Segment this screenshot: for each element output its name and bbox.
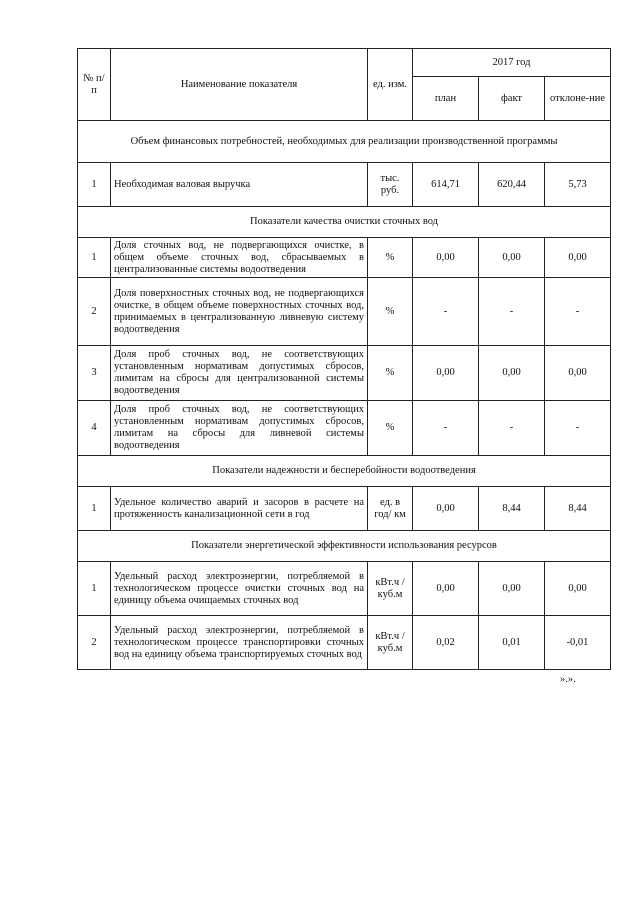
table-row — [78, 487, 611, 531]
row-deviation: 8,44 — [545, 487, 611, 531]
row-unit: % — [368, 278, 413, 346]
row-unit: % — [368, 238, 413, 278]
row-deviation: 0,00 — [545, 346, 611, 401]
header-fact: факт — [479, 77, 545, 121]
row-num: 1 — [78, 238, 111, 278]
row-fact: 0,00 — [479, 562, 545, 616]
table-row — [78, 562, 611, 616]
indicators-table — [77, 48, 611, 670]
header-unit: ед. изм. — [368, 49, 413, 121]
row-unit: кВт.ч / куб.м — [368, 616, 413, 670]
row-name: Доля поверхностных сточных вод, не подвергающихся очистке, в общем объеме поверхностных сточных вод, принимаемых в централизованную ливневую систему водоотведения — [111, 278, 368, 346]
section-title: Объем финансовых потребностей, необходимых для реализации производственной программы — [78, 121, 611, 163]
section-title: Показатели надежности и бесперебойности водоотведения — [78, 456, 611, 487]
row-deviation: -0,01 — [545, 616, 611, 670]
row-name: Доля проб сточных вод, не соответствующих установленным нормативам допустимых сбросов, лимитам на сбросы для ливневой системы водоотведения — [111, 401, 368, 456]
row-name: Удельный расход электроэнергии, потребляемой в технологическом процессе транспортировки сточных вод на единицу объема транспортируемых сточных вод — [111, 616, 368, 670]
row-fact: 8,44 — [479, 487, 545, 531]
row-num: 3 — [78, 346, 111, 401]
row-name: Удельное количество аварий и засоров в расчете на протяженность канализационной сети в год — [111, 487, 368, 531]
header-year: 2017 год — [413, 49, 611, 77]
row-deviation: 5,73 — [545, 163, 611, 207]
table-row — [78, 346, 611, 401]
row-name: Доля сточных вод, не подвергающихся очистке, в общем объеме сточных вод, сбрасываемых в централизованные системы водоотведения — [111, 238, 368, 278]
row-name: Доля проб сточных вод, не соответствующих установленным нормативам допустимых сбросов, лимитам на сбросы для централизованной системы водоотведения — [111, 346, 368, 401]
row-name: Удельный расход электроэнергии, потребляемой в технологическом процессе очистки сточных вод на единицу объема очищаемых сточных вод — [111, 562, 368, 616]
row-unit: тыс. руб. — [368, 163, 413, 207]
row-plan: 0,00 — [413, 346, 479, 401]
row-num: 4 — [78, 401, 111, 456]
table-row — [78, 163, 611, 207]
section-title: Показатели качества очистки сточных вод — [78, 207, 611, 238]
row-deviation: 0,00 — [545, 562, 611, 616]
row-fact: 0,00 — [479, 346, 545, 401]
header-deviation: отклоне-ние — [545, 77, 611, 121]
row-plan: - — [413, 401, 479, 456]
row-deviation: 0,00 — [545, 238, 611, 278]
row-unit: кВт.ч / куб.м — [368, 562, 413, 616]
row-unit: % — [368, 401, 413, 456]
header-num: № п/п — [78, 49, 111, 121]
row-unit: ед. в год/ км — [368, 487, 413, 531]
row-fact: 0,00 — [479, 238, 545, 278]
closing-quote: ».». — [560, 674, 576, 685]
row-fact: - — [479, 278, 545, 346]
row-plan: 0,00 — [413, 238, 479, 278]
section-title: Показатели энергетической эффективности использования ресурсов — [78, 531, 611, 562]
header-name: Наименование показателя — [111, 49, 368, 121]
row-num: 1 — [78, 163, 111, 207]
row-deviation: - — [545, 401, 611, 456]
row-num: 1 — [78, 487, 111, 531]
row-plan: 0,00 — [413, 562, 479, 616]
row-plan: 0,00 — [413, 487, 479, 531]
row-unit: % — [368, 346, 413, 401]
row-plan: - — [413, 278, 479, 346]
header-plan: план — [413, 77, 479, 121]
table-row — [78, 616, 611, 670]
row-plan: 0,02 — [413, 616, 479, 670]
row-name: Необходимая валовая выручка — [111, 163, 368, 207]
row-fact: 620,44 — [479, 163, 545, 207]
table-row — [78, 401, 611, 456]
table-row — [78, 238, 611, 278]
row-plan: 614,71 — [413, 163, 479, 207]
row-fact: 0,01 — [479, 616, 545, 670]
row-fact: - — [479, 401, 545, 456]
row-num: 1 — [78, 562, 111, 616]
row-num: 2 — [78, 616, 111, 670]
table-row — [78, 278, 611, 346]
row-deviation: - — [545, 278, 611, 346]
row-num: 2 — [78, 278, 111, 346]
